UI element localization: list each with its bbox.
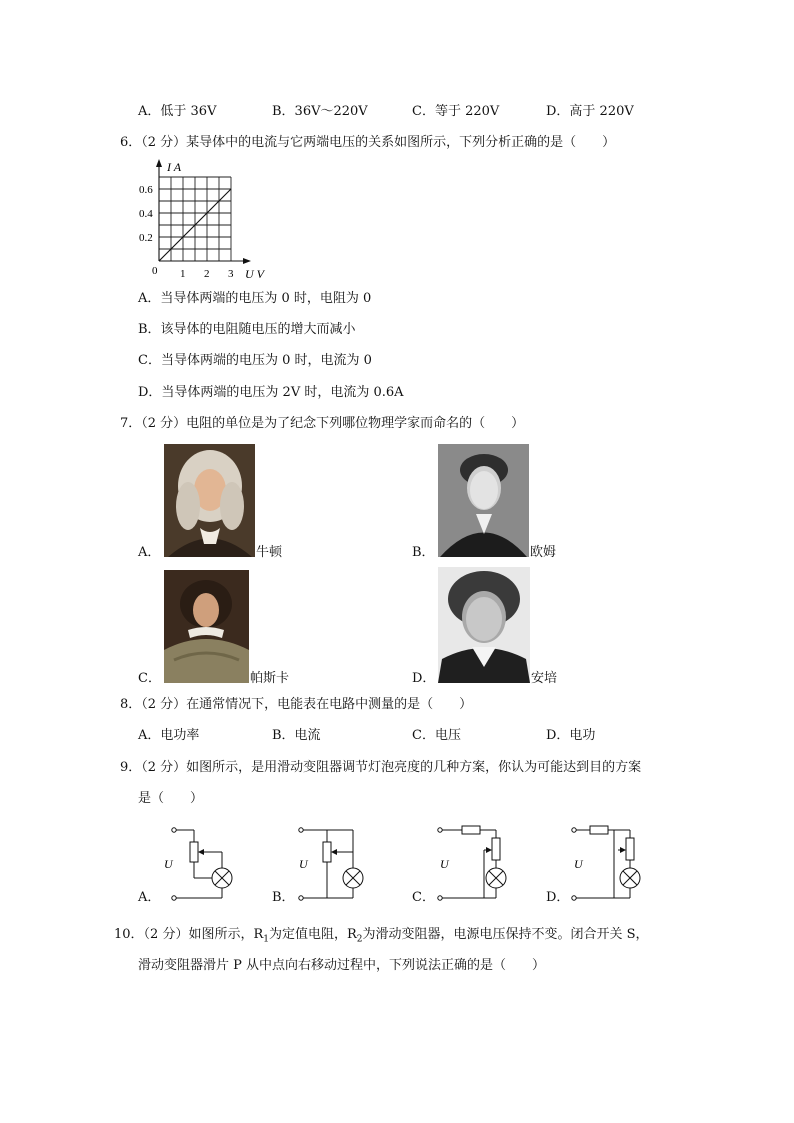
- graph-grid: [159, 177, 231, 261]
- x-tick-3: 3: [228, 268, 234, 280]
- q8-stem: 8．（2 分）在通常情况下，电能表在电路中测量的是（ ）: [120, 697, 473, 712]
- q9-stem-line1: 9．（2 分）如图所示，是用滑动变阻器调节灯泡亮度的几种方案，你认为可能达到目的方案: [120, 760, 642, 775]
- q6-stem: 6．（2 分）某导体中的电流与它两端电压的关系如图所示，下列分析正确的是（ ）: [120, 135, 616, 150]
- y-axis-label: I A: [167, 160, 182, 174]
- q7-option-a-letter: A．: [138, 545, 161, 560]
- q7-option-c-name: 帕斯卡: [250, 671, 290, 686]
- q8-option-c: C．电压: [412, 728, 461, 743]
- q9-option-b-letter: B．: [272, 890, 295, 905]
- q9-option-a-letter: A．: [138, 890, 161, 905]
- circuit-a-u-label: U: [164, 857, 173, 871]
- x-axis-label: U V: [245, 267, 264, 281]
- q9-option-d-letter: D．: [546, 890, 570, 905]
- circuit-d-u-label: U: [574, 857, 583, 871]
- slider-arrow: [486, 847, 492, 853]
- q8-option-d: D．电功: [546, 728, 596, 743]
- q10-line1: [114, 927, 649, 948]
- y-tick-0.6: 0.6: [139, 184, 153, 196]
- newton-portrait: [164, 444, 255, 557]
- q6-option-d: D．当导体两端的电压为 2V 时，电流为 0.6A: [138, 385, 404, 400]
- circuit-d: [568, 822, 648, 906]
- y-tick-0.2: 0.2: [139, 232, 153, 244]
- q10-line1-c: 为滑动变阻器，电源电压保持不变。闭合开关 S，: [362, 927, 649, 942]
- q7-option-b-letter: B．: [412, 545, 435, 560]
- pascal-portrait: [164, 570, 249, 683]
- circuit-c-u-label: U: [440, 857, 449, 871]
- q6-iu-graph: [135, 155, 275, 285]
- q9-stem-line2: 是（ ）: [138, 791, 204, 806]
- q8-option-b: B．电流: [272, 728, 321, 743]
- q7-option-a-name: 牛顿: [256, 545, 283, 560]
- q6-option-b: B．该导体的电阻随电压的增大而减小: [138, 322, 356, 337]
- circuit-a: [160, 822, 240, 906]
- slider-arrow: [198, 849, 204, 855]
- graph-axes: [156, 159, 251, 264]
- q10-sub1: 1: [263, 934, 269, 945]
- ohm-portrait: [438, 444, 529, 557]
- origin-label: 0: [152, 265, 158, 277]
- slider-arrow: [331, 849, 337, 855]
- q5-option-d: D．高于 220V: [546, 104, 634, 119]
- x-tick-1: 1: [180, 268, 186, 280]
- q10-line2: 滑动变阻器滑片 P 从中点向右移动过程中，下列说法正确的是（ ）: [138, 958, 546, 973]
- y-tick-0.4: 0.4: [139, 208, 153, 220]
- q8-option-a: A．电功率: [138, 728, 200, 743]
- q9-option-c-letter: C．: [412, 890, 435, 905]
- circuit-c: [434, 822, 514, 906]
- q7-stem: 7．（2 分）电阻的单位是为了纪念下列哪位物理学家而命名的（ ）: [120, 416, 525, 431]
- q7-option-d-name: 安培: [531, 671, 558, 686]
- slider-arrow: [620, 847, 626, 853]
- q10-line1-a: 10．（2 分）如图所示，R: [114, 927, 264, 942]
- circuit-b: [295, 822, 375, 906]
- x-tick-2: 2: [204, 268, 210, 280]
- q10-line1-b: 为定值电阻，R: [268, 927, 357, 942]
- ampere-portrait: [438, 567, 530, 683]
- q5-option-b: B．36V～220V: [272, 104, 368, 119]
- q10-sub2: 2: [356, 934, 363, 945]
- q7-option-b-name: 欧姆: [530, 545, 557, 560]
- q6-option-a: A．当导体两端的电压为 0 时，电阻为 0: [138, 291, 372, 306]
- q7-option-c-letter: C．: [138, 671, 161, 686]
- q6-option-c: C．当导体两端的电压为 0 时，电流为 0: [138, 353, 372, 368]
- q5-option-c: C．等于 220V: [412, 104, 500, 119]
- q7-option-d-letter: D．: [412, 671, 436, 686]
- circuit-b-u-label: U: [299, 857, 308, 871]
- q5-option-a: A．低于 36V: [138, 104, 217, 119]
